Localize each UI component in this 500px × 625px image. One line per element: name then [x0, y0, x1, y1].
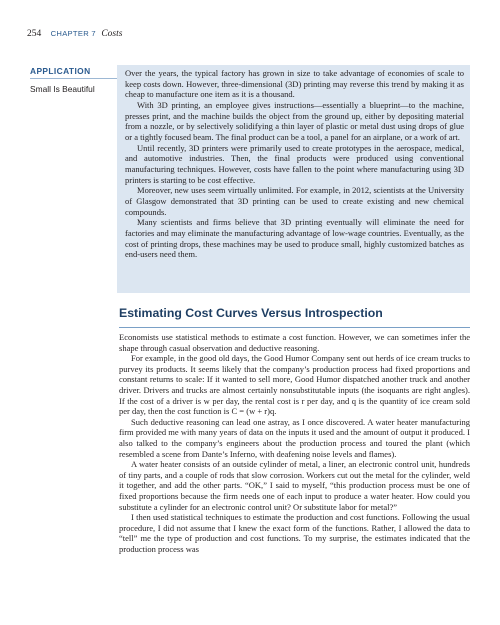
body-paragraph: I then used statistical techniques to estimate the production and cost functions. Following the usual procedure, I did not assume that I knew the exact form of the functions. Rather, I allowed the data to “tell” me the type of production and cost functions. To my surprise, the estimates indicated that the production process was: [119, 512, 470, 554]
application-paragraph: Until recently, 3D printers were primarily used to create prototypes in the aerospace, medical, and automotive industries. Then, the final products were produced using conventional manufacturing techniques. However, costs have fallen to the point where manufacturing using 3D printers is starting to be cost effective.: [125, 142, 464, 185]
section-body: [119, 332, 470, 554]
running-header: [27, 29, 122, 39]
application-box: [117, 65, 470, 293]
application-title: Small Is Beautiful: [30, 84, 95, 94]
application-paragraph: Over the years, the typical factory has grown in size to take advantage of economies of scale to keep costs down. However, three-dimensional (3D) printing may reverse this trend by making it as cheap to manufacture one item as it is a thousand.: [125, 68, 464, 100]
body-paragraph: Such deductive reasoning can lead one astray, as I once discovered. A water heater manufacturing firm provided me with many years of data on the inputs it used and the amount of output it produced. I also talked to the company’s engineers about the production process and toured the plant (which resembled a scene from Dante’s Inferno, with deafening noise levels and flames).: [119, 416, 470, 459]
section-heading: Estimating Cost Curves Versus Introspection: [119, 306, 383, 320]
page-number: 254: [27, 29, 42, 39]
application-paragraph: Many scientists and firms believe that 3D printing eventually will eliminate the need for factories and may eliminate the manufacturing advantage of low-wage countries. Eventually, as the cost of printing drops, these machines may be used to produce small, highly customized batches as end-users need them.: [125, 217, 464, 260]
body-paragraph: Economists use statistical methods to estimate a cost function. However, we can sometimes infer the shape through casual observation and deductive reasoning.: [119, 332, 470, 353]
body-paragraph: For example, in the good old days, the Good Humor Company sent out herds of ice cream trucks to purvey its products. It seems likely that the company’s production process had fixed proportions and constant returns to scale: If it wanted to sell more, Good Humor dispatched another truck and another driver. Drivers and trucks are almost certainly nonsubstitutable inputs (the isoquants are right angles). If the cost of a driver is w per day, the rental cost is r per day, and q is the quantity of ice cream sold per day, then the cost function is C = (w + r)q.: [119, 353, 470, 417]
application-paragraph: Moreover, new uses seem virtually unlimited. For example, in 2012, scientists at the University of Glasgow demonstrated that 3D printing can be used to create existing and new chemical compounds.: [125, 185, 464, 217]
application-paragraph: With 3D printing, an employee gives instructions—essentially a blueprint—to the machine, presses print, and the machine builds the object from the ground up, either by depositing material from a nozzle, or by selectively solidifying a thin layer of plastic or metal dust using drops of glue or a tightly focused beam. The final product can be a tool, a panel for an airplane, or a work of art.: [125, 99, 464, 142]
body-paragraph: A water heater consists of an outside cylinder of metal, a liner, an electronic control unit, hundreds of tiny parts, and a couple of rods that slow corrosion. Workers cut out the metal for the cylinder, weld it together, and add the other parts. “OK,” I said to myself, “this production process must be one of fixed proportions because the firm needs one of each input to produce a water heater. How could you substitute a cylinder for an electronic control unit? Or substitute labor for metal?”: [119, 459, 470, 512]
chapter-label: CHAPTER 7: [50, 29, 96, 38]
chapter-title: Costs: [101, 29, 123, 39]
application-sidebar: [30, 66, 120, 94]
application-tag: APPLICATION: [30, 66, 120, 79]
section-divider: [119, 327, 470, 328]
